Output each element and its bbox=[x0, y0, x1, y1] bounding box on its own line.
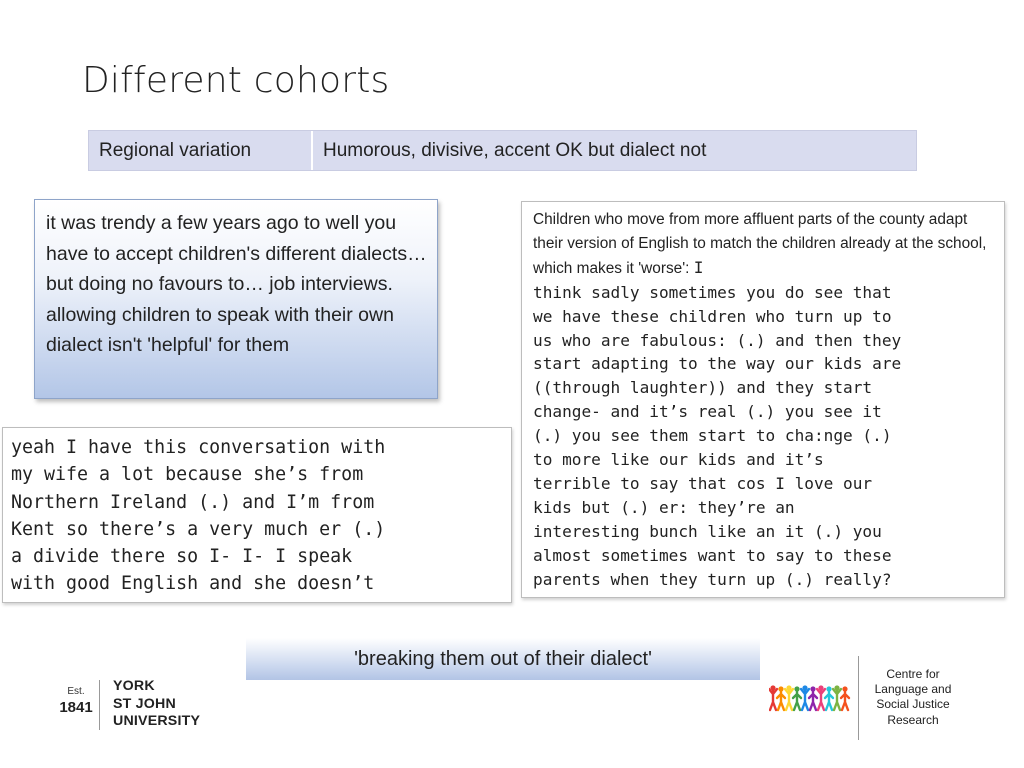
trendy-dialects-quote: it was trendy a few years ago to well you have to accept children's different dialects… but doing no favours to… job interviews. allowing children to speak with their own dialect isn't 'helpful' for them bbox=[34, 199, 438, 399]
category-table bbox=[88, 130, 917, 171]
figure-silhouette bbox=[793, 686, 801, 710]
people-figures-icon bbox=[769, 681, 853, 713]
ysj-name-line: UNIVERSITY bbox=[113, 713, 201, 729]
category-label: Regional variation bbox=[89, 131, 313, 170]
figure-silhouette bbox=[841, 686, 849, 710]
ysj-name-line: ST JOHN bbox=[113, 695, 176, 712]
clsj-line: Language and bbox=[874, 682, 952, 697]
figure-silhouette bbox=[801, 685, 809, 710]
children-quote-intro: Children who move from more affluent parts of the county adapt their version of English to match the children already at the school, which makes it 'worse': bbox=[533, 211, 987, 277]
children-quote-first-word: I bbox=[693, 257, 704, 277]
ysj-est-label: Est. bbox=[67, 686, 85, 697]
clsj-line: Social Justice bbox=[876, 697, 950, 712]
slide-title: Different cohorts bbox=[82, 60, 390, 101]
breaking-dialect-callout: 'breaking them out of their dialect' bbox=[246, 638, 760, 680]
ysj-name bbox=[113, 678, 200, 731]
figure-silhouette bbox=[785, 685, 793, 710]
wife-conversation-quote: yeah I have this conversation with my wife a lot because she’s from Northern Ireland (.) and I’m from Kent so there’s a very much er (.) a divide there so I- I- I speak with good English and she doesn’t bbox=[2, 427, 512, 603]
clsj-logo-text bbox=[866, 667, 960, 728]
clsj-line: Centre for bbox=[886, 667, 940, 681]
ysj-divider bbox=[99, 680, 100, 730]
figure-silhouette bbox=[825, 686, 833, 710]
clsj-divider bbox=[858, 656, 859, 740]
clsj-line: Research bbox=[887, 712, 939, 727]
york-st-john-logo bbox=[58, 676, 218, 732]
ysj-year: 1841 bbox=[59, 699, 93, 716]
figure-silhouette bbox=[809, 686, 817, 710]
ysj-name-line: YORK bbox=[113, 678, 155, 694]
figure-silhouette bbox=[777, 686, 785, 710]
children-quote-transcript: think sadly sometimes you do see that we have these children who turn up to us who are fabulous: (.) and then they start adapting to the way our kids are ((through laughter)) and they start change- and it’s real (.) you see it (.) you see them start to cha:nge (.) to more like our kids and it’s terrible to say that cos I love our kids but (.) er: they’re an interesting bunch like an it (.) you almost sometimes want to say to these parents when they turn up (.) really? bbox=[533, 282, 902, 589]
figure-silhouette bbox=[817, 685, 825, 710]
figure-silhouette bbox=[769, 685, 777, 710]
figure-silhouette bbox=[833, 685, 841, 710]
category-description: Humorous, divisive, accent OK but dialect not bbox=[323, 139, 707, 161]
children-adapting-quote bbox=[521, 201, 1005, 598]
